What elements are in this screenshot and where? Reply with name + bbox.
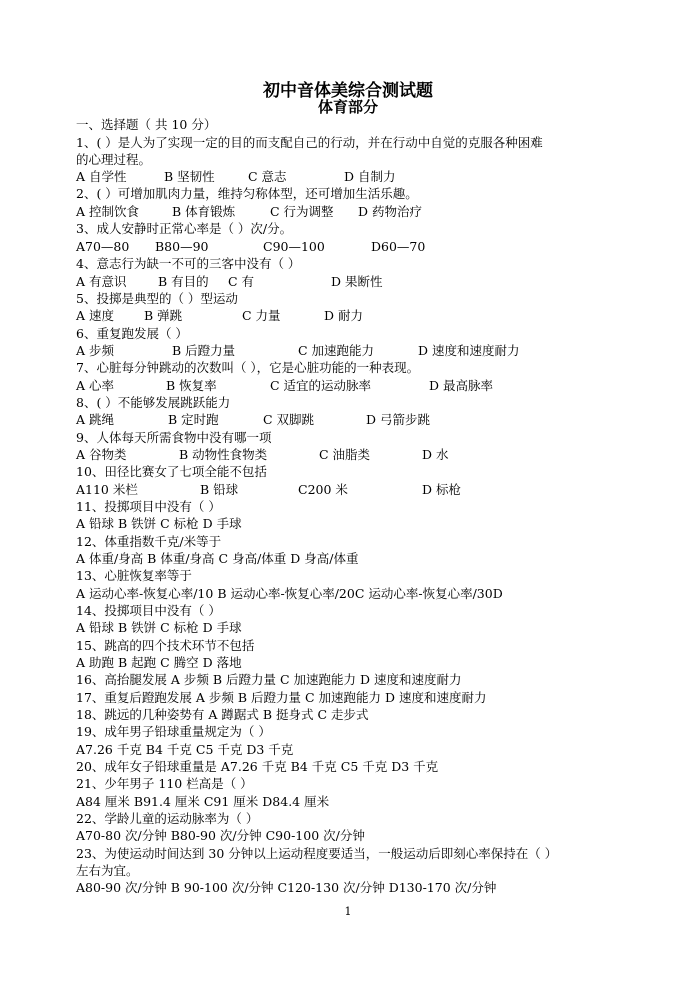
option-a: A 跳绳 <box>76 412 115 427</box>
question-13-text: 13、心脏恢复率等于 <box>76 568 192 583</box>
question-2-text: 2、( ）可增加肌肉力量，维持匀称体型，还可增加生活乐趣。 <box>76 186 418 201</box>
question-11-options: A 铅球 B 铁饼 C 标枪 D 手球 <box>76 516 242 531</box>
option-c: C 有 <box>228 274 255 289</box>
option-a: A 步频 <box>76 343 115 358</box>
question-13-options: A 运动心率-恢复心率/10 B 运动心率-恢复心率/20C 运动心率-恢复心率/30D <box>76 586 503 601</box>
option-b: B 体育锻炼 <box>172 204 236 219</box>
question-12-text: 12、体重指数千克/米等于 <box>76 534 222 549</box>
question-1-text-cont: 的心理过程。 <box>76 152 152 167</box>
option-d: D 最高脉率 <box>429 378 493 393</box>
question-20-text: 20、成年女子铅球重量是 A7.26 千克 B4 千克 C5 千克 D3 千克 <box>76 759 439 774</box>
option-b: B 后蹬力量 <box>172 343 236 358</box>
question-21-options: A84 厘米 B91.4 厘米 C91 厘米 D84.4 厘米 <box>76 794 330 809</box>
question-4-text: 4、意志行为缺一不可的三客中没有（ ） <box>76 256 301 271</box>
option-a: A70—80 <box>76 239 130 254</box>
question-15-options: A 助跑 B 起跑 C 腾空 D 落地 <box>76 655 242 670</box>
question-22-text: 22、学龄儿童的运动脉率为（ ） <box>76 811 259 826</box>
option-b: B 有目的 <box>158 274 209 289</box>
question-8-text: 8、( ）不能够发展跳跃能力 <box>76 395 231 410</box>
option-d: D 果断性 <box>331 274 383 289</box>
option-c: C 加速跑能力 <box>298 343 375 358</box>
option-b: B 坚韧性 <box>164 169 215 184</box>
option-c: C200 米 <box>298 482 348 497</box>
question-15-text: 15、跳高的四个技术环节不包括 <box>76 638 255 653</box>
option-a: A 谷物类 <box>76 447 127 462</box>
option-b: B 动物性食物类 <box>179 447 268 462</box>
option-d: D 自制力 <box>344 169 396 184</box>
option-a: A 心率 <box>76 378 115 393</box>
question-18-text: 18、跳远的几种姿势有 A 蹲踞式 B 挺身式 C 走步式 <box>76 707 369 722</box>
option-b: B80—90 <box>155 239 209 254</box>
option-b: B 弹跳 <box>144 308 183 323</box>
question-14-options: A 铅球 B 铁饼 C 标枪 D 手球 <box>76 620 242 635</box>
option-d: D 标枪 <box>422 482 461 497</box>
option-a: A110 米栏 <box>76 482 138 497</box>
option-c: C90—100 <box>263 239 325 254</box>
option-a: A 自学性 <box>76 169 127 184</box>
option-c: C 力量 <box>242 308 281 323</box>
option-d: D 水 <box>422 447 449 462</box>
option-d: D60—70 <box>371 239 426 254</box>
option-d: D 弓箭步跳 <box>366 412 430 427</box>
option-c: C 意志 <box>248 169 287 184</box>
question-3-text: 3、成人安静时正常心率是（ ）次/分。 <box>76 221 293 236</box>
question-10-text: 10、田径比赛女了七项全能不包括 <box>76 464 267 479</box>
question-12-options: A 体重/身高 B 体重/身高 C 身高/体重 D 身高/体重 <box>76 551 359 566</box>
option-c: C 双脚跳 <box>263 412 315 427</box>
question-7-text: 7、心脏每分钟跳动的次数叫（ ），它是心脏功能的一种表现。 <box>76 360 420 375</box>
option-b: B 铅球 <box>200 482 239 497</box>
question-22-options: A70-80 次/分钟 B80-90 次/分钟 C90-100 次/分钟 <box>76 828 365 843</box>
option-b: B 定时跑 <box>168 412 219 427</box>
question-21-text: 21、少年男子 110 栏高是（ ） <box>76 776 253 791</box>
question-9-text: 9、人体每天所需食物中没有哪一项 <box>76 430 272 445</box>
question-6-text: 6、重复跑发展（ ） <box>76 326 188 341</box>
option-d: D 药物治疗 <box>358 204 422 219</box>
section-heading: 一、选择题（ 共 10 分） <box>76 117 217 132</box>
question-23-text-cont: 左右为宜。 <box>76 863 139 878</box>
question-19-text: 19、成年男子铅球重量规定为（ ） <box>76 724 271 739</box>
question-23-text: 23、为使运动时间达到 30 分钟以上运动程度要适当，一般运动后即刻心率保持在（ ） <box>76 846 558 861</box>
question-16-text: 16、高抬腿发展 A 步频 B 后蹬力量 C 加速跑能力 D 速度和速度耐力 <box>76 672 462 687</box>
option-d: D 耐力 <box>324 308 363 323</box>
option-c: C 适宜的运动脉率 <box>270 378 372 393</box>
question-19-options: A7.26 千克 B4 千克 C5 千克 D3 千克 <box>76 742 294 757</box>
page-number: 1 <box>344 905 352 918</box>
question-5-text: 5、投掷是典型的（ ）型运动 <box>76 291 238 306</box>
option-d: D 速度和速度耐力 <box>418 343 520 358</box>
option-c: C 行为调整 <box>270 204 334 219</box>
question-1-text: 1、( ）是人为了实现一定的目的而支配自己的行动，并在行动中自觉的克服各种困难 <box>76 135 543 150</box>
option-a: A 有意识 <box>76 274 127 289</box>
option-a: A 控制饮食 <box>76 204 140 219</box>
document-subtitle: 体育部分 <box>317 98 378 116</box>
document-title: 初中音体美综合测试题 <box>263 81 433 101</box>
option-a: A 速度 <box>76 308 115 323</box>
option-c: C 油脂类 <box>319 447 371 462</box>
question-17-text: 17、重复后蹬跑发展 A 步频 B 后蹬力量 C 加速跑能力 D 速度和速度耐力 <box>76 690 487 705</box>
question-14-text: 14、投掷项目中没有（ ） <box>76 603 221 618</box>
question-11-text: 11、投掷项目中没有（ ） <box>76 499 221 514</box>
question-23-options: A80-90 次/分钟 B 90-100 次/分钟 C120-130 次/分钟 D130-170 次/分钟 <box>76 880 497 895</box>
option-b: B 恢复率 <box>166 378 217 393</box>
